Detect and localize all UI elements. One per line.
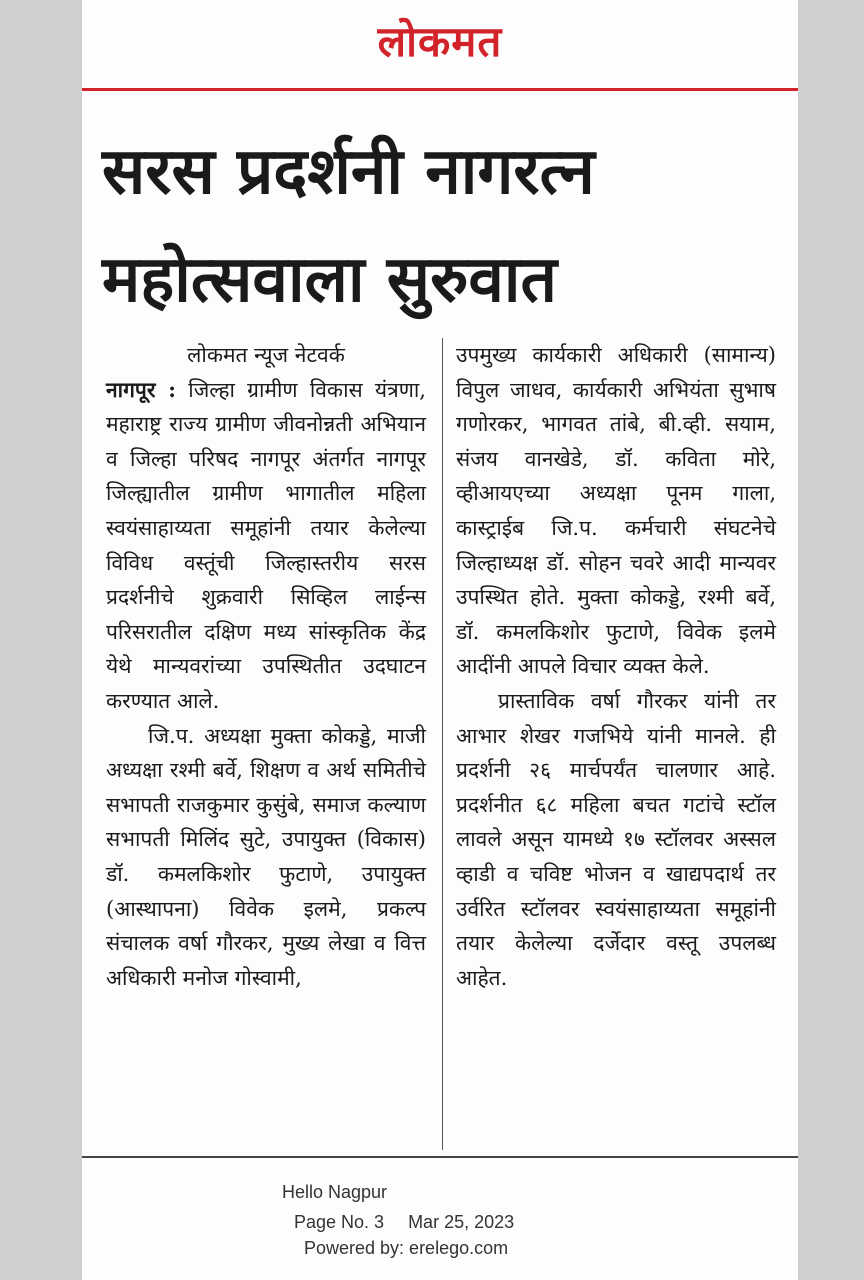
paragraph-text: जिल्हा ग्रामीण विकास यंत्रणा, महाराष्ट्र राज्य ग्रामीण जीवनोन्नती अभियान व जिल्हा परिषद नागपूर अंतर्गत नागपूर जिल्ह्यातील ग्रामीण भागातील महिला स्वयंसाहाय्यता समूहांनी तयार केलेल्या विविध वस्तूंची जिल्हास्तरीय सरस प्रदर्शनीचे शुक्रवारी सिव्हिल लाईन्स परिसरातील दक्षिण मध्य सांस्कृतिक केंद्र येथे मान्यवरांच्या उपस्थितीत उदघाटन करण्यात आले. (106, 377, 426, 713)
newspaper-clipping (82, 0, 798, 1280)
dateline: नागपूर : (106, 376, 177, 402)
article-body (106, 338, 774, 1150)
article-paragraph (106, 373, 426, 719)
article-column-right (456, 338, 776, 995)
footer-source: Hello Nagpur (282, 1182, 388, 1202)
masthead-logo: लोकमत (377, 17, 503, 66)
article-paragraph: जि.प. अध्यक्षा मुक्ता कोकड्डे, माजी अध्यक्षा रश्मी बर्वे, शिक्षण व अर्थ समितीचे सभापती राजकुमार कुसुंबे, समाज कल्याण सभापती मिलिंद सुटे, उपायुक्त (विकास) डॉ. कमलकिशोर फुटाणे, उपायुक्त (आस्थापना) विवेक इलमे, प्रकल्प संचालक वर्षा गौरकर, मुख्य लेखा व वित्त अधिकारी मनोज गोस्वामी, (106, 723, 426, 990)
headline-line-1: सरस प्रदर्शनी नागरत्न (102, 135, 595, 209)
headline (102, 118, 778, 334)
column-divider (442, 338, 443, 1150)
footer-date: Mar 25, 2023 (408, 1212, 515, 1232)
footer-powered-by: Powered by: erelego.com (304, 1238, 509, 1258)
article-paragraph: उपमुख्य कार्यकारी अधिकारी (सामान्य) विपुल जाधव, कार्यकारी अभियंता सुभाष गणोरकर, भागवत तांबे, बी.व्ही. सयाम, संजय वानखेडे, डॉ. कविता मोरे, व्हीआयएच्या अध्यक्षा पूनम गाला, कास्ट्राईब जि.प. कर्मचारी संघटनेचे जिल्हाध्यक्ष डॉ. सोहन चवरे आदी मान्यवर उपस्थित होते. मुक्ता कोकड्डे, रश्मी बर्वे, डॉ. कमलकिशोर फुटाणे, विवेक इलमे आदींनी आपले विचार व्यक्त केले. (456, 343, 776, 679)
footer-page: Page No. 3 (294, 1212, 385, 1232)
masthead-rule (82, 88, 798, 91)
footer-page-date (294, 1212, 514, 1233)
footer-rule (82, 1156, 798, 1158)
article-column-left (106, 338, 426, 995)
headline-line-2: महोत्सवाला सुरुवात (102, 243, 557, 317)
article-paragraph: प्रास्ताविक वर्षा गौरकर यांनी तर आभार शेखर गजभिये यांनी मानले. ही प्रदर्शनी २६ मार्चपर्यंत चालणार आहे. प्रदर्शनीत ६८ महिला बचत गटांचे स्टॉल लावले असून यामध्ये १७ स्टॉलवर अस्सल व्हाडी व चविष्ट भोजन व खाद्यपदार्थ तर उर्वरित स्टॉलवर स्वयंसाहाय्यता समूहांनी तयार केलेल्या दर्जेदार वस्तू उपलब्ध आहेत. (456, 688, 776, 990)
byline: लोकमत न्यूज नेटवर्क (187, 343, 345, 367)
